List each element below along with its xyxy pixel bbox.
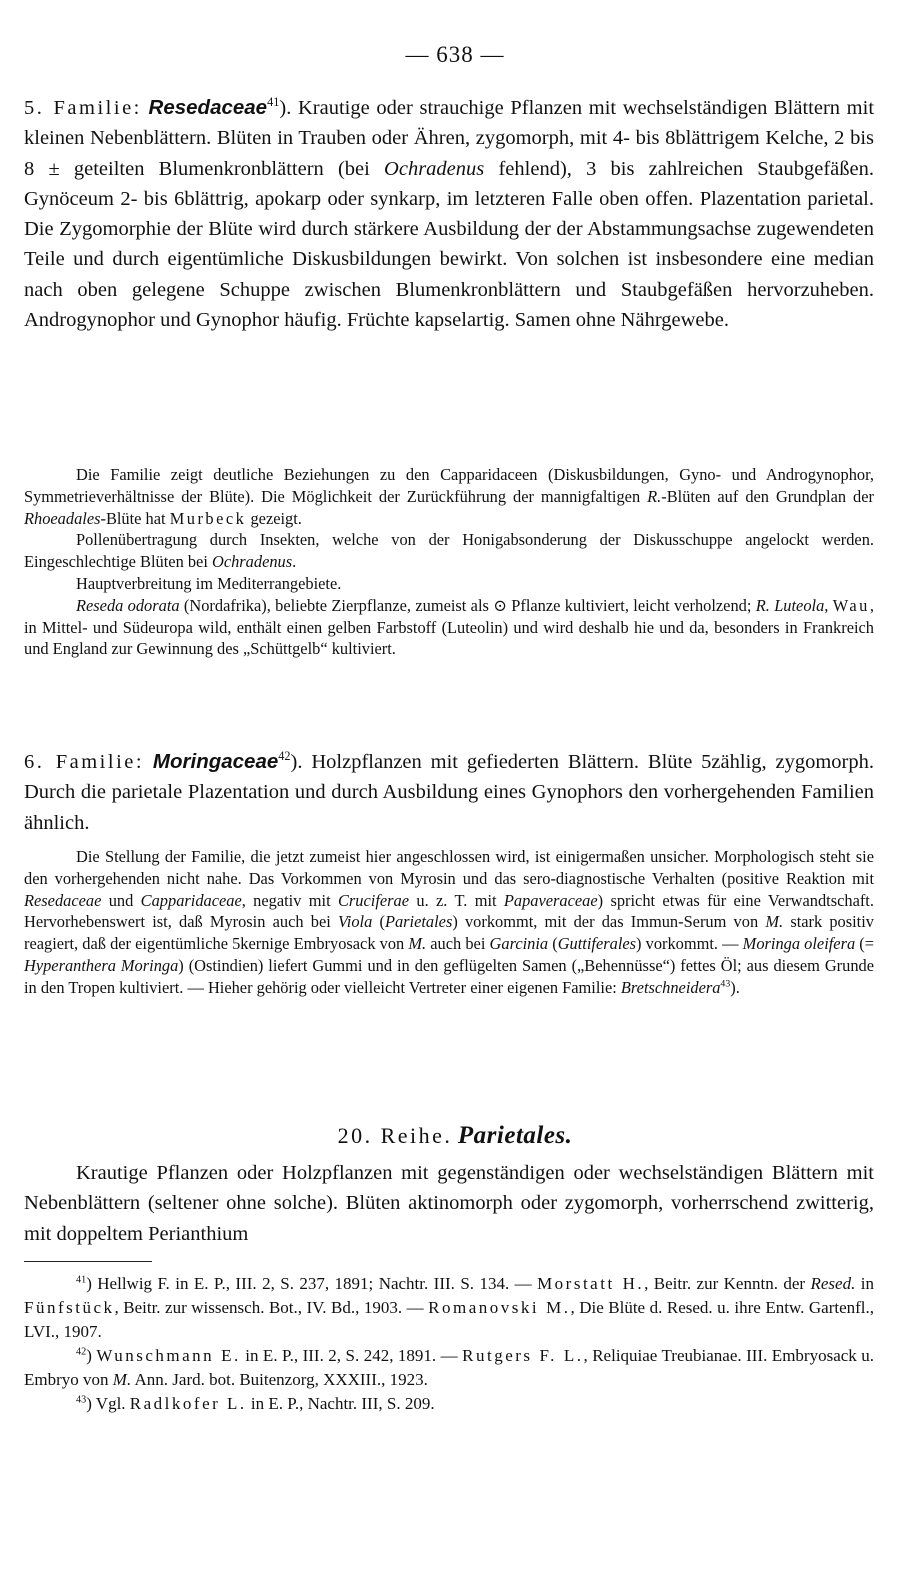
note-paragraph: Pollenübertragung durch Insekten, welche von der Honigabsonderung der Diskusschuppe angelockt werden. Eingeschlechtige Blüten bei Ochradenus.: [24, 530, 874, 572]
footnote-ref-42: 42: [278, 749, 291, 764]
footnote-divider: [24, 1261, 152, 1262]
family-5-name: Resedaceae: [148, 96, 268, 119]
family-6-notes: Die Stellung der Familie, die jetzt zumeist hier angeschlossen wird, ist einigermaßen unsicher. Morphologisch steht sie den vorhergehenden nicht nahe. Das Vorkommen von Myrosin und das sero-diagnostische Verhalten (positive Reaktion mit Resedaceae und Capparidaceae, negativ mit Cruciferae u. z. T. mit Papaveraceae) spricht etwas für eine Verwandtschaft. Hervorhebenswert ist, daß Myrosin auch bei Viola (Parietales) vorkommt, mit der das Immun-Serum von M. stark positiv reagiert, daß der eigentümliche 5kernige Embryosack von M. auch bei Garcinia (Guttiferales) vorkommt. — Moringa oleifera (= Hyperanthera Moringa) (Ostindien) liefert Gummi und in den geflügelten Samen („Behennüsse“) fettes Öl; aus diesem Grunde in den Tropen kultiviert. — Hieher gehörig oder vielleicht Vertreter einer eigenen Familie: Bretschneidera$^{43}$).: [24, 847, 874, 997]
note-paragraph: Reseda odorata (Nordafrika), beliebte Zierpflanze, zumeist als ⊙ Pflanze kultiviert, leicht verholzend; R. Luteola, Wau, in Mittel- und Südeuropa wild, enthält einen gelben Farbstoff (Luteolin) und wird deshalb hie und da, besonders in Frankreich und England zur Gewinnung des „Schüttgelb“ kultiviert.: [24, 595, 874, 659]
section-name: Parietales.: [457, 1122, 573, 1149]
family-6-name: Moringaceae: [152, 750, 279, 773]
section-description: Krautige Pflanzen oder Holzpflanzen mit gegenständigen oder wechselständigen Blättern mit Nebenblättern (seltener ohne solche). Blüten aktinomorph oder zygomorph, vorherrschend zwitterig, mit doppeltem Perianthium: [24, 1162, 874, 1245]
footnote-ref-43: 43: [720, 978, 731, 990]
family-5-notes: [24, 464, 874, 660]
family-6-label: 6. Familie:: [24, 751, 145, 773]
page-number: — 638 —: [405, 42, 505, 67]
note-paragraph: Die Familie zeigt deutliche Beziehungen zu den Capparidaceen (Diskusbildungen, Gyno- und Androgynophor, Symmetrieverhältnisse der Blüte). Die Möglichkeit der Zurückführung der mannigfaltigen R.-Blüten auf den Grundplan der Rhoeadales-Blüte hat Murbeck gezeigt.: [24, 465, 874, 528]
family-6-description: 6. Familie: Moringaceae$^{42}$). Holzpflanzen mit gefiederten Blättern. Blüte 5zählig, zygomorph. Durch die parietale Plazentation und durch Ausbildung eines Gynophors den vorhergehenden Familien ähnlich.: [24, 749, 874, 834]
family-5-description: 5. Familie: Resedaceae$^{41}$). Krautige oder strauchige Pflanzen mit wechselständigen Blättern mit kleinen Nebenblättern. Blüten in Trauben oder Ähren, zygomorph, mit 4- bis 8blättrigem Kelche, 2 bis 8 ± geteilten Blumenkronblättern (bei Ochradenus fehlend), 3 bis zahlreichen Staubgefäßen. Gynöceum 2- bis 6blättrig, apokarp oder synkarp, im letzteren Falle oben offen. Plazentation parietal. Die Zygomorphie der Blüte wird durch stärkere Ausbildung der der Abstammungsachse zugewendeten Teile und durch eigentümliche Diskusbildungen bewirkt. Von solchen ist insbesondere eine median nach oben gelegene Schuppe zwischen Blumenkronblättern und Staubgefäßen hervorzuheben. Androgynophor und Gynophor häufig. Früchte kapselartig. Samen ohne Nährgewebe.: [24, 95, 875, 332]
footnote-ref-41: 41: [267, 95, 280, 110]
section-heading: [0, 1122, 910, 1150]
note-paragraph: Hauptverbreitung im Mediterrangebiete.: [76, 573, 342, 593]
footnote-41: $^{41}$) Hellwig F. in E. P., III. 2, S. 237, 1891; Nachtr. III. S. 134. — Morstatt H., Beitr. zur Kenntn. der Resed. in Fünfstück, Beitr. zur wissensch. Bot., IV. Bd., 1903. — Romanovski M., Die Blüte d. Resed. u. ihre Entw. Gartenfl., LVI., 1907.: [24, 1274, 875, 1341]
footnotes: [24, 1272, 874, 1416]
family-5-label: 5. Familie:: [24, 97, 142, 119]
footnote-43: $^{43}$) Vgl. Radlkofer L. in E. P., Nachtr. III, S. 209.: [76, 1394, 435, 1413]
section-label: 20. Reihe.: [337, 1123, 453, 1148]
footnote-42: $^{42}$) Wunschmann E. in E. P., III. 2, S. 242, 1891. — Rutgers F. L., Reliquiae Treubianae. III. Embryosack u. Embryo von M. Ann. Jard. bot. Buitenzorg, XXXIII., 1923.: [24, 1346, 875, 1389]
